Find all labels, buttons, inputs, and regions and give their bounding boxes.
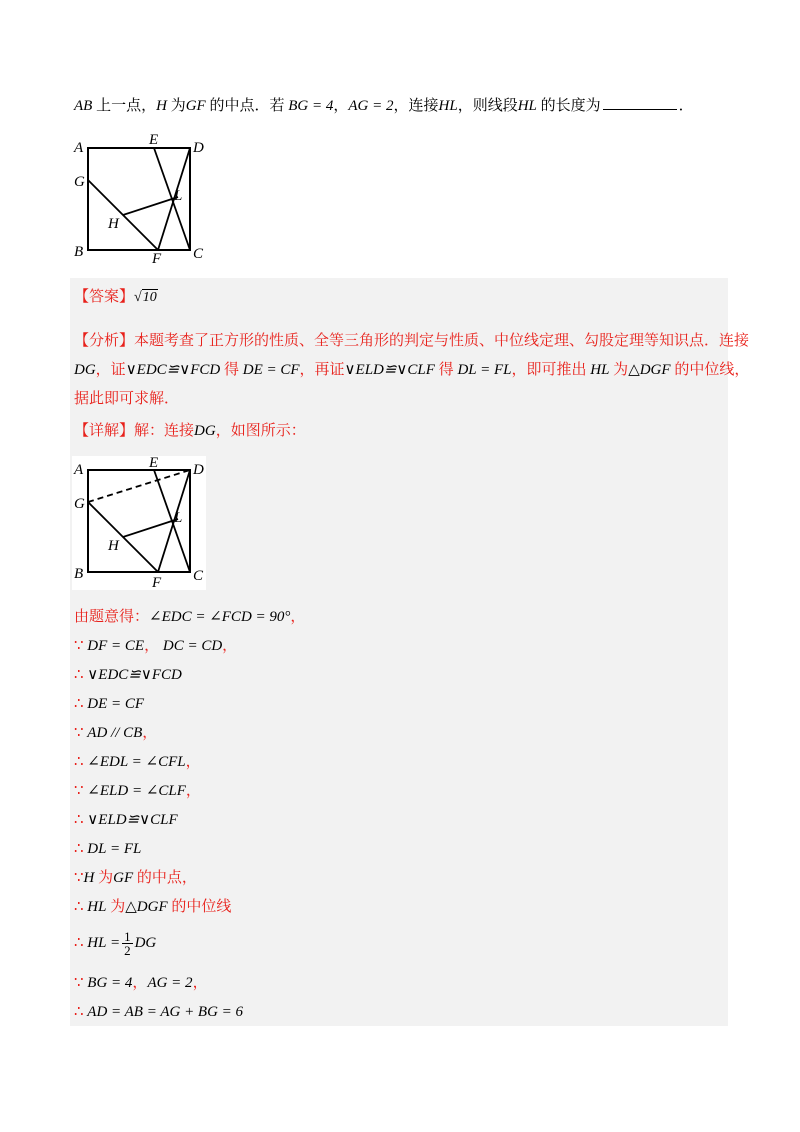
analysis-text: ，证 <box>95 362 126 378</box>
label-b: B <box>74 566 84 582</box>
analysis-math: △DGF <box>628 362 671 378</box>
segment-ab: AB <box>74 98 93 114</box>
analysis-math: HL <box>590 362 610 378</box>
detail-math: DG <box>194 423 216 439</box>
detail-tag: 【详解】 <box>74 423 135 439</box>
detail-text: ，如图所示： <box>215 423 306 439</box>
answer-blank <box>603 95 677 110</box>
step-math: H <box>83 870 95 886</box>
fraction-numerator: 1 <box>124 929 131 944</box>
answer-line <box>74 286 158 309</box>
analysis-text: 为 <box>609 362 629 378</box>
label-c: C <box>193 568 204 584</box>
step-math: DC = CD <box>162 638 223 654</box>
step-suffix: 的中点， <box>133 870 197 886</box>
step-9 <box>74 838 141 860</box>
problem-text: 为 <box>166 98 186 114</box>
step-1 <box>74 606 305 628</box>
step-prefix: ∴ <box>74 667 88 683</box>
analysis-line-1 <box>74 330 749 352</box>
step-mid: ， <box>132 975 148 991</box>
step-suffix: ， <box>290 609 306 625</box>
label-b: B <box>74 244 84 260</box>
analysis-math: DG <box>74 362 96 378</box>
step-2 <box>74 635 237 657</box>
analysis-math: ∨EDC≌∨FCD <box>125 362 221 378</box>
analysis-text: ，即可推出 <box>511 362 591 378</box>
step-4 <box>74 693 144 715</box>
segment-hl: HL <box>438 98 458 114</box>
step-prefix: ∴ <box>74 696 88 712</box>
step-prefix: ∵ <box>74 725 88 741</box>
step-suffix: ， <box>192 975 208 991</box>
label-l: L <box>174 510 183 526</box>
step-math: DG <box>134 934 157 951</box>
step-prefix: ∵ <box>74 783 88 799</box>
problem-text: 的中点．若 <box>205 98 289 114</box>
segment-gf: GF <box>185 98 206 114</box>
label-a: A <box>74 462 84 478</box>
step-math: ∠EDC = ∠FCD = 90° <box>149 609 291 625</box>
answer-radicand: 10 <box>142 290 157 305</box>
label-c: C <box>193 246 204 262</box>
step-suffix: ， <box>222 638 238 654</box>
label-h: H <box>108 538 119 554</box>
label-a: A <box>74 140 84 156</box>
step-prefix: ∵ <box>74 638 88 654</box>
step-math: HL <box>87 899 107 915</box>
analysis-text: ，再证 <box>299 362 345 378</box>
label-d: D <box>193 140 204 156</box>
step-prefix: ∴ <box>74 934 88 951</box>
step-math: AD // CB <box>87 725 143 741</box>
step-mid: 为 <box>94 870 114 886</box>
point-h: H <box>156 98 167 114</box>
step-math: GF <box>113 870 134 886</box>
step-5 <box>74 722 157 744</box>
step-suffix: ， <box>185 783 201 799</box>
problem-text: ． <box>678 98 694 114</box>
step-math: ∠ELD = ∠CLF <box>87 783 186 799</box>
step-math: AD = AB = AG + BG = 6 <box>87 1004 244 1020</box>
problem-text: 的长度为 <box>536 98 601 114</box>
analysis-text: 本题考查了正方形的性质、全等三角形的判定与性质、中位线定理、勾股定理等知识点．连接 <box>134 333 750 349</box>
solution-figure <box>72 456 206 590</box>
step-prefix: ∵ <box>74 975 88 991</box>
step-math: AG = 2 <box>147 975 193 991</box>
step-math: DE = CF <box>87 696 145 712</box>
fraction-denominator: 2 <box>124 943 131 958</box>
geometry-figure <box>72 130 212 265</box>
step-prefix: 由题意得： <box>74 609 150 625</box>
label-g: G <box>74 174 85 190</box>
step-suffix: 的中位线 <box>167 899 232 915</box>
step-prefix: ∴ <box>74 899 88 915</box>
analysis-math: ∨ELD≌∨CLF <box>344 362 435 378</box>
step-math: BG = 4 <box>87 975 133 991</box>
analysis-tag: 【分析】 <box>74 333 135 349</box>
fraction <box>122 930 133 957</box>
detail-line <box>74 420 306 442</box>
step-11 <box>74 896 231 918</box>
analysis-math: DL = FL <box>457 362 512 378</box>
label-e: E <box>149 456 159 471</box>
step-6 <box>74 751 201 773</box>
analysis-math: DE = CF <box>242 362 300 378</box>
step-prefix: ∵ <box>74 870 84 886</box>
step-prefix: ∴ <box>74 1004 88 1020</box>
step-8 <box>74 809 178 831</box>
problem-statement <box>74 94 734 118</box>
detail-text: 解：连接 <box>134 423 195 439</box>
step-3 <box>74 664 182 686</box>
step-13 <box>74 972 208 994</box>
step-math: DL = FL <box>87 841 142 857</box>
step-12 <box>74 930 156 957</box>
solution-panel <box>70 278 750 1026</box>
label-h: H <box>108 216 119 232</box>
step-14 <box>74 1001 243 1023</box>
step-10 <box>74 867 197 889</box>
step-math: ∨ELD≌∨CLF <box>87 812 178 828</box>
analysis-line-2 <box>74 359 749 381</box>
problem-text: ， <box>333 98 349 114</box>
analysis-text: 的中位线， <box>670 362 750 378</box>
step-math: △DGF <box>125 899 168 915</box>
step-suffix: ， <box>185 754 201 770</box>
label-f: F <box>152 251 162 265</box>
step-mid: 为 <box>106 899 126 915</box>
label-e: E <box>149 132 159 148</box>
label-d: D <box>193 462 204 478</box>
problem-text: ，连接 <box>393 98 439 114</box>
step-math: ∨EDC≌∨FCD <box>87 667 182 683</box>
label-g: G <box>74 496 85 512</box>
answer-tag: 【答案】 <box>74 289 135 305</box>
step-prefix: ∴ <box>74 812 88 828</box>
given-ag: AG = 2 <box>348 98 394 114</box>
segment-hl: HL <box>517 98 537 114</box>
given-bg: BG = 4 <box>288 98 334 114</box>
label-f: F <box>152 575 162 590</box>
step-suffix: ， <box>144 638 160 654</box>
analysis-line-3: 据此即可求解． <box>74 391 180 407</box>
analysis-text: 得 <box>434 362 458 378</box>
problem-text: ，则线段 <box>457 98 518 114</box>
step-math: DF = CE <box>87 638 145 654</box>
step-prefix: ∴ <box>74 841 88 857</box>
step-prefix: ∴ <box>74 754 88 770</box>
step-math: ∠EDL = ∠CFL <box>87 754 186 770</box>
step-math: HL = <box>87 934 121 951</box>
label-l: L <box>174 188 183 204</box>
step-7 <box>74 780 201 802</box>
problem-text: 上一点， <box>92 98 157 114</box>
analysis-text: 得 <box>220 362 243 378</box>
step-suffix: ， <box>142 725 158 741</box>
answer-value: √10 <box>134 290 157 305</box>
